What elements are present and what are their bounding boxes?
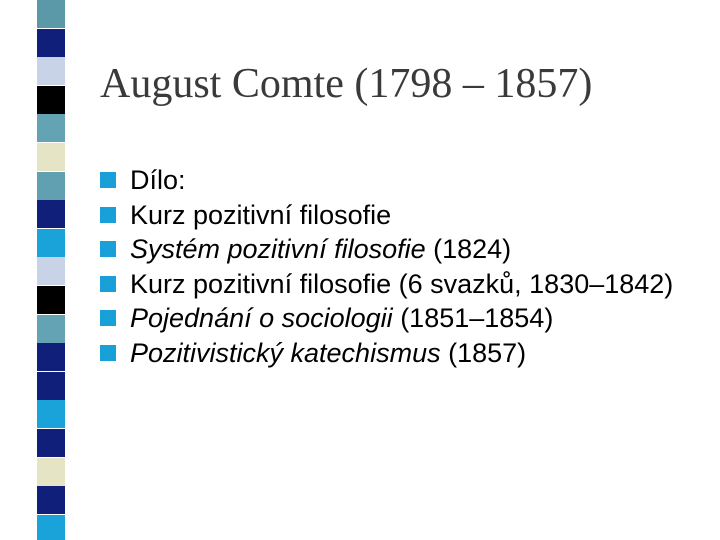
bullet-item bbox=[100, 301, 710, 336]
bullet-item bbox=[100, 232, 710, 267]
strip-square bbox=[37, 372, 65, 400]
strip-square bbox=[37, 114, 65, 142]
bullet-text: Dílo: bbox=[130, 165, 186, 195]
strip-square bbox=[37, 257, 65, 285]
bullet-text: (1824) bbox=[425, 234, 512, 264]
bullet-text: Pojednání o sociologii bbox=[130, 303, 393, 333]
square-bullet-icon bbox=[100, 172, 116, 188]
square-bullet-icon bbox=[100, 310, 116, 326]
bullet-text: Pozitivistický katechismus bbox=[130, 337, 441, 368]
bullet-item bbox=[100, 198, 710, 233]
strip-square bbox=[37, 286, 65, 314]
bullet-text: (1857) bbox=[440, 337, 527, 368]
square-bullet-icon bbox=[100, 207, 116, 223]
bullet-text: Kurz pozitivní filosofie bbox=[130, 199, 392, 230]
strip-square bbox=[37, 0, 65, 28]
bullet-item bbox=[100, 267, 710, 302]
strip-square bbox=[37, 172, 65, 200]
bullet-text: Kurz pozitivní filosofie (6 svazků, 1830–1842) bbox=[130, 268, 674, 299]
slide-title: August Comte (1798 – 1857) bbox=[100, 61, 593, 107]
bullet-item bbox=[100, 163, 710, 198]
bullet-text: Systém pozitivní filosofie bbox=[130, 234, 426, 264]
square-bullet-icon bbox=[100, 345, 116, 361]
strip-square bbox=[37, 200, 65, 228]
strip-square bbox=[37, 29, 65, 57]
strip-square bbox=[37, 315, 65, 343]
decorative-square-strip bbox=[37, 0, 65, 540]
bullet-list bbox=[100, 163, 710, 370]
strip-square bbox=[37, 486, 65, 514]
strip-square bbox=[37, 400, 65, 428]
square-bullet-icon bbox=[100, 276, 116, 292]
strip-square bbox=[37, 86, 65, 114]
strip-square bbox=[37, 143, 65, 171]
square-bullet-icon bbox=[100, 241, 116, 257]
strip-square bbox=[37, 458, 65, 486]
strip-square bbox=[37, 343, 65, 371]
bullet-text: (1851–1854) bbox=[392, 303, 554, 333]
strip-square bbox=[37, 429, 65, 457]
strip-square bbox=[37, 57, 65, 85]
strip-square bbox=[37, 515, 65, 540]
bullet-item bbox=[100, 336, 710, 371]
strip-square bbox=[37, 229, 65, 257]
